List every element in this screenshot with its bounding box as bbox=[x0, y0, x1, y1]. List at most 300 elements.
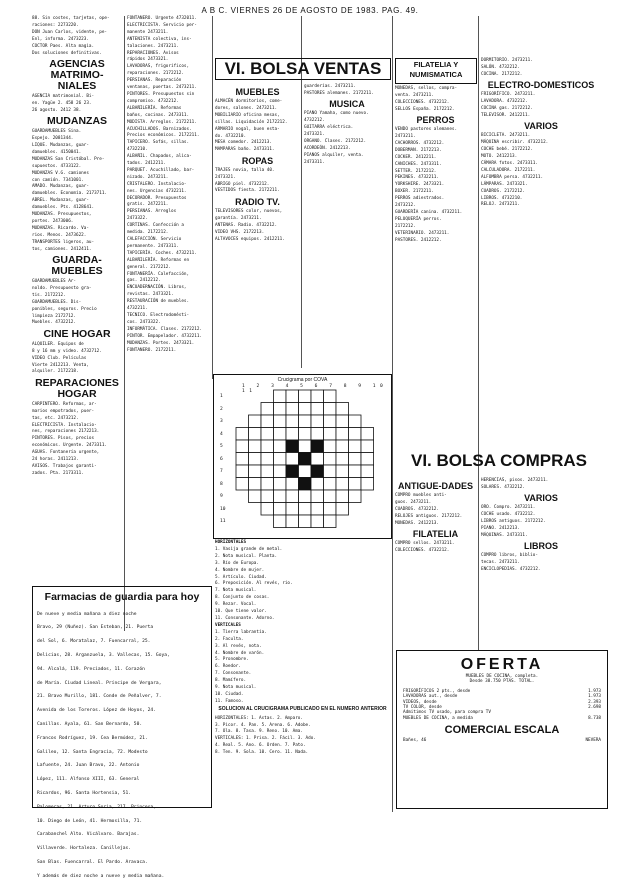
farmacia-line: 10. Diego de León, 41. Hermosilla, 71. bbox=[37, 818, 143, 824]
farmacia-line: San Blas. Fuencarral. El Pardo. Aravaca. bbox=[37, 859, 148, 865]
oferta-subtitle: MUEBLES DE COCINA, completa. bbox=[465, 674, 539, 679]
crossword-cell bbox=[286, 428, 299, 441]
clue-line: 5. Pronombre. bbox=[215, 657, 249, 663]
classified-line: MUDANZAS. Portes. 2473321. bbox=[127, 340, 195, 346]
store-city: NEVERA bbox=[585, 738, 601, 744]
column-rule bbox=[392, 16, 393, 812]
classified-line: gas. 2412212. bbox=[127, 278, 161, 284]
classified-line: sillas. Liquidación 2172212. bbox=[215, 119, 288, 125]
classified-line: 2473321. bbox=[215, 174, 236, 180]
crossword-cell bbox=[311, 403, 324, 416]
crossword-cell bbox=[324, 515, 337, 528]
crossword-cell bbox=[324, 403, 337, 416]
classified-line: PINTORES. Presupuestos sin bbox=[127, 91, 195, 97]
classified-line: Espejo. 2081344. bbox=[32, 136, 74, 142]
crossword-cell bbox=[311, 415, 324, 428]
crossword-cell bbox=[236, 478, 249, 491]
classified-line: tas, etc. 2473212. bbox=[32, 415, 79, 421]
classified-line: CALCULADORA. 2172211. bbox=[481, 167, 536, 173]
oferta-item-price: 2.698 bbox=[588, 705, 601, 711]
clue-line: 6. Roedor. bbox=[215, 664, 241, 670]
classified-line: venta. 2473211. bbox=[395, 92, 434, 98]
classified-line: FONTANERO. Urgente 4732011. bbox=[127, 16, 197, 21]
classified-line: 2473321. bbox=[304, 132, 325, 138]
crossword-cell bbox=[299, 465, 312, 478]
clue-line: 10. Ciudad. bbox=[215, 691, 244, 697]
crossword-cell bbox=[261, 465, 274, 478]
classified-line: TRAJES novia, talla 40. bbox=[215, 167, 275, 173]
crossword-row-number: 11 bbox=[220, 519, 226, 524]
oferta-item-price: 1.973 bbox=[588, 688, 601, 694]
classified-line: 2473211. bbox=[395, 134, 416, 140]
classified-list bbox=[32, 129, 122, 252]
crossword-box bbox=[213, 374, 392, 539]
crossword-cell bbox=[286, 515, 299, 528]
classified-line: alquiler. 2172218. bbox=[32, 369, 79, 375]
crossword-cell bbox=[311, 390, 324, 403]
clue-line: 7. Nota musical. bbox=[215, 588, 257, 594]
clue-line: 9. Nota musical. bbox=[215, 685, 257, 691]
section-title-cine-hogar: CINE HOGAR bbox=[43, 327, 111, 340]
crossword-cell bbox=[236, 428, 249, 441]
classified-line: MESA comedor. 2412213. bbox=[215, 140, 272, 146]
classified-line: PINTOR. Empapelador. 4732211. bbox=[127, 333, 203, 339]
clue-line: 10. Que tiene valor. bbox=[215, 609, 267, 615]
crossword-cell bbox=[311, 453, 324, 466]
classified-line: MUDANZAS. Ricardo. Va- bbox=[32, 225, 89, 231]
classified-line: MÁQUINA escribir. 4732212. bbox=[481, 140, 549, 146]
classified-line: guos. 2473211. bbox=[395, 499, 432, 505]
section-title-libros: LIBROS bbox=[523, 541, 558, 552]
clue-line: 2. Faculta. bbox=[215, 636, 244, 642]
section-title-antiguedades: ANTIGUE-DADES bbox=[397, 481, 473, 491]
classified-line: PIANOS alquiler, venta. bbox=[304, 152, 364, 158]
classified-line: CUADROS. 4732212. bbox=[395, 506, 439, 512]
section-title-varios: VARIOS bbox=[524, 121, 558, 132]
classified-line: 88. Sin costes, tarjetas, ope- bbox=[32, 16, 110, 21]
classified-line: ORGANO. Clases. 2172212. bbox=[304, 138, 367, 144]
classified-list bbox=[215, 99, 300, 153]
crossword-cell bbox=[299, 390, 312, 403]
classified-line: GUARDAMUEBLES Sina. bbox=[32, 129, 82, 135]
classified-line: SETTER. 2172212. bbox=[395, 168, 437, 174]
crossword-cell bbox=[311, 478, 324, 491]
classified-line: ALFOMBRA persa. 4732211. bbox=[481, 174, 544, 180]
crossword-cell bbox=[274, 490, 287, 503]
column-3 bbox=[215, 84, 300, 369]
section-title-ropas: ROPAS bbox=[241, 155, 274, 166]
solution-list bbox=[215, 716, 390, 756]
crossword-cell bbox=[286, 465, 299, 478]
crossword-cell bbox=[324, 453, 337, 466]
classified-line: DORMITORIO. 2473211. bbox=[481, 58, 533, 63]
page-header: A B C. VIERNES 26 DE AGOSTO DE 1983. PAG. 49. bbox=[201, 6, 419, 15]
classified-line: RESTAURACIÓN de muebles. bbox=[127, 299, 190, 305]
crossword-cell bbox=[361, 428, 374, 441]
classified-line: limpieza 2172712. bbox=[32, 313, 76, 319]
farmacia-line: Ricardos, 96. Santa Hortensia, 51. bbox=[37, 790, 132, 796]
classified-line: con camión. 7341001. bbox=[32, 177, 84, 183]
classified-line: marios empotrados, puer- bbox=[32, 408, 95, 414]
crossword-cell bbox=[299, 503, 312, 516]
classified-line: COLECCIONES. 4732212. bbox=[395, 99, 450, 105]
crossword-cell bbox=[274, 428, 287, 441]
classified-list bbox=[127, 16, 211, 353]
farmacia-line: De nueve y media mañana a diez noche bbox=[37, 611, 137, 617]
crossword-cell bbox=[336, 453, 349, 466]
oferta-price-note: Desde 38.750 PTAS. TOTAL. bbox=[469, 679, 535, 685]
classified-list bbox=[395, 127, 476, 243]
crossword-cell bbox=[286, 415, 299, 428]
oferta-item-price: 2.393 bbox=[588, 699, 601, 705]
classified-line: LÁMPARAS. 2473321. bbox=[481, 181, 528, 187]
clue-line: 1. Tierra labrantía. bbox=[215, 629, 267, 635]
clue-line: 4. Nombre de mujer. bbox=[215, 567, 265, 573]
farmacia-line: Francos Rodríguez, 19. Cea Bermúdez, 21. bbox=[37, 735, 148, 741]
classified-line: REPARACIONES. Avisos bbox=[127, 50, 179, 56]
crossword-cell bbox=[361, 465, 374, 478]
farmacia-line: Villaverde. Hortaleza. Canillejas. bbox=[37, 846, 132, 852]
classified-line: CANICHES. 2473311. bbox=[395, 161, 442, 167]
classified-line: compromiso. 4732212. bbox=[127, 98, 179, 104]
crossword-cell bbox=[349, 490, 362, 503]
classified-line: ALBAÑIL. Chapados, alica- bbox=[127, 154, 192, 160]
classified-line: PERSIANAS. Reparación bbox=[127, 78, 182, 84]
classified-line: PASTORES alemanes. 2172211. bbox=[304, 90, 374, 96]
oferta-item-price: 1.973 bbox=[588, 694, 601, 700]
crossword-cell bbox=[311, 490, 324, 503]
oferta-item-name: VIDEOS, desde bbox=[403, 699, 437, 705]
classified-line: ENCUADERNACIÓN. Libros, bbox=[127, 285, 187, 291]
classified-line: tos, camiones. 2412411. bbox=[32, 246, 92, 252]
clue-line: 11. Consonante. Adorno. bbox=[215, 615, 275, 621]
crossword-cell bbox=[274, 478, 287, 491]
classified-line: garantía. 2473211. bbox=[215, 215, 262, 221]
crossword-row-number: 9 bbox=[220, 494, 223, 499]
classified-line: COCHE usado. 4732212. bbox=[481, 512, 536, 518]
crossword-cell bbox=[236, 465, 249, 478]
classified-line: COCINA gas. 2172212. bbox=[481, 106, 533, 112]
column-rule bbox=[478, 16, 479, 650]
column-rule bbox=[124, 16, 125, 631]
crossword-cell bbox=[349, 440, 362, 453]
classified-line: INFORMÁTICA. Clases. 2172212. bbox=[127, 326, 203, 332]
farmacia-line: 94. Alcalá, 119. Preciados, 11. Corazón bbox=[37, 666, 145, 672]
classified-line: 2473212. bbox=[395, 203, 416, 209]
section-title-perros: PERROS bbox=[416, 115, 455, 126]
classified-list bbox=[395, 541, 476, 553]
clue-line: 11. Famoso. bbox=[215, 698, 244, 704]
section-title-musica: MUSICA bbox=[329, 99, 365, 110]
classified-line: RELOJ. 2473211. bbox=[481, 202, 520, 208]
crossword-cell bbox=[274, 415, 287, 428]
classified-line: CARPINTERO. Reformas, ar- bbox=[32, 401, 97, 407]
classified-line: LIQUE. Mudanzas, guar- bbox=[32, 142, 89, 148]
clue-line: 2. Nota musical. Planta. bbox=[215, 553, 278, 559]
crossword-cell bbox=[261, 478, 274, 491]
crossword-cell bbox=[361, 440, 374, 453]
oferta-item-name: MUEBLES DE COCINA, a medida bbox=[403, 715, 473, 721]
crossword-cell bbox=[249, 490, 262, 503]
solution-line: VERTICALES: 1. Prisa. 2. Fácil. 3. Ado. bbox=[215, 736, 316, 742]
crossword-cell bbox=[299, 440, 312, 453]
crossword-cell bbox=[299, 403, 312, 416]
crossword-cell bbox=[311, 440, 324, 453]
classified-line: ACORDEÓN. 2412213. bbox=[304, 145, 351, 151]
oferta-items bbox=[397, 689, 607, 721]
classified-list bbox=[32, 342, 122, 375]
crossword-cell bbox=[324, 465, 337, 478]
crossword-cell bbox=[274, 440, 287, 453]
crossword-cell bbox=[261, 428, 274, 441]
crossword-cell bbox=[299, 428, 312, 441]
clue-line: 1. Vasija grande de metal. bbox=[215, 546, 283, 552]
classified-line: Dos soluciones definitivas. bbox=[32, 50, 102, 56]
classified-line: PERROS adiestrados. bbox=[395, 196, 445, 202]
crossword-cell bbox=[236, 440, 249, 453]
crossword-cell bbox=[261, 415, 274, 428]
crossword-row-number: 6 bbox=[220, 456, 223, 462]
crossword-cell bbox=[336, 503, 349, 516]
crossword-cell bbox=[274, 465, 287, 478]
classified-line: general. 2172212. bbox=[127, 264, 171, 270]
classified-list bbox=[481, 553, 601, 572]
classified-line: DECORADOR. Presupuestos bbox=[127, 195, 187, 201]
crossword-cell bbox=[336, 478, 349, 491]
classified-line: PEKINES. 4732211. bbox=[395, 175, 439, 181]
crossword-row-number: 1 bbox=[220, 394, 223, 399]
column-1 bbox=[32, 16, 122, 628]
farmacia-line: Carabanchel Alto. Vicálvaro. Barajas. bbox=[37, 832, 140, 838]
classified-list bbox=[32, 94, 122, 113]
classified-line: FRIGORÍFICO. 2473211. bbox=[481, 92, 536, 98]
classified-line: permanente. 2473311. bbox=[127, 243, 179, 249]
crossword-cell bbox=[249, 478, 262, 491]
crossword-cell bbox=[286, 478, 299, 491]
crossword-cell bbox=[286, 453, 299, 466]
classified-line: 4732212. bbox=[304, 118, 325, 124]
clue-line: 8. Conjunto de cosas. bbox=[215, 595, 270, 601]
section-title-electrodomesticos: ELECTRO-DOMESTICOS bbox=[487, 80, 595, 91]
classified-line: PIANO. 2412213. bbox=[481, 526, 520, 532]
crossword-cell bbox=[349, 453, 362, 466]
classified-line: MUDANZAS V.G. camiones bbox=[32, 170, 89, 176]
classified-list bbox=[304, 111, 390, 165]
classified-line: VETERINARIO. 2473211. bbox=[395, 230, 450, 236]
classified-line: ANTENISTA colectiva, ins- bbox=[127, 36, 192, 42]
farmacias-title: Farmacias de guardia para hoy bbox=[44, 591, 200, 603]
solution-line: 8. Ten. 9. Sola. 10. Cero. 11. Nada. bbox=[215, 750, 309, 756]
classified-line: ACUCHILLADOS. Barnizados. bbox=[127, 126, 192, 132]
classified-line: Muebles. 4732212. bbox=[32, 320, 76, 326]
crossword-row-number: 7 bbox=[220, 469, 223, 474]
crossword-cell bbox=[349, 465, 362, 478]
classified-line: cos. 2473322. bbox=[127, 319, 161, 325]
classified-line: ORO. Compro. 2473211. bbox=[481, 505, 536, 511]
oferta-item-name: FRIGORÍFICOS 2 pts., desde bbox=[403, 688, 471, 694]
crossword-cell bbox=[286, 390, 299, 403]
classified-line: VIDEO VHS. 2172213. bbox=[215, 229, 265, 235]
section-title-agencias: AGENCIAS MATRIMO-NIALES bbox=[49, 57, 105, 92]
classified-line: CORTINAS. Confección a bbox=[127, 223, 184, 229]
crossword-cell bbox=[336, 428, 349, 441]
classified-line: PIANO Yamaha, como nuevo. bbox=[304, 111, 369, 117]
classified-line: FONTANERO. 2172211. bbox=[127, 347, 177, 353]
bolsa-ventas-banner: VI. BOLSA VENTAS bbox=[215, 58, 391, 80]
section-title-guardamuebles: GUARDA-MUEBLES bbox=[51, 253, 103, 277]
classified-line: COMPRO muebles anti- bbox=[395, 493, 447, 498]
bolsa-compras-banner: VI. BOLSA COMPRAS bbox=[411, 451, 587, 470]
crossword-cell bbox=[324, 428, 337, 441]
classified-line: AGENCIA matrimonial. Bi- bbox=[32, 93, 95, 99]
classified-line: LIBROS antiguos. 2172212. bbox=[481, 519, 546, 525]
farmacia-line: Y además de diez noche a nueve y media mañana. bbox=[37, 873, 165, 879]
classified-line: CÁMARA fotos. 2473311. bbox=[481, 160, 538, 166]
crossword-cell bbox=[286, 440, 299, 453]
crossword-clues bbox=[215, 540, 390, 805]
oferta-item-name: Admitimos TV usado, para compra TV bbox=[403, 710, 491, 716]
classified-line: 2172212. bbox=[395, 223, 416, 229]
classified-line: baños, cocinas. 2473311. bbox=[127, 112, 190, 118]
crossword-column-numbers: 1 2 3 4 5 6 7 8 9 10 11 bbox=[242, 384, 388, 394]
crossword-cell bbox=[274, 453, 287, 466]
classified-line: nizado. 2473211. bbox=[127, 174, 169, 180]
classified-line: nes, reparaciones 2172213. bbox=[32, 429, 100, 435]
classified-line: TELEVISOR. 2412211. bbox=[481, 112, 531, 118]
classified-line: HERENCIAS, pisos. 2473211. bbox=[481, 478, 549, 483]
clue-list bbox=[215, 547, 390, 621]
classified-list bbox=[395, 493, 476, 526]
classified-line: VESTIDOS fiesta. 2172211. bbox=[215, 188, 280, 194]
solucion-title: SOLUCION AL CRUCIGRAMA PUBLICADO EN EL NUMERO ANTERIOR bbox=[218, 706, 387, 713]
classified-line: tecas. 2473211. bbox=[481, 560, 520, 566]
classified-list bbox=[481, 92, 601, 118]
classified-line: TRANSPORTES ligeros, au- bbox=[32, 239, 95, 245]
classified-line: TELEVISORES color, nuevos, bbox=[215, 208, 283, 214]
classified-line: 24 horas. 2411213. bbox=[32, 457, 79, 463]
filatelia-banner: FILATELIA Y NUMISMATICA bbox=[395, 58, 477, 84]
crossword-cell bbox=[299, 490, 312, 503]
farmacia-line: del Sol, 6. Moratalaz, 7. Fuencarral, 25. bbox=[37, 639, 151, 645]
classified-line: LAVADORA. 4732212. bbox=[481, 99, 528, 105]
crossword-row-number: 5 bbox=[220, 444, 223, 449]
classified-line: raciones: 2273220. bbox=[32, 22, 79, 28]
classified-list bbox=[32, 402, 122, 476]
crossword-cell bbox=[274, 403, 287, 416]
classified-line: TECNICO. Electrodomésti- bbox=[127, 312, 190, 318]
farmacia-line: Lafuente, 24. Juan Bravo, 22. Antonio bbox=[37, 763, 140, 769]
classified-line: ventanas, puertas. 2473211. bbox=[127, 85, 197, 91]
crossword-cell bbox=[324, 490, 337, 503]
column-5-lower bbox=[395, 478, 476, 646]
classified-line: tados. 2412211. bbox=[127, 161, 166, 167]
classified-line: CRISTALERO. Instalacio- bbox=[127, 181, 187, 187]
classified-line: CALEFACCIÓN. Servicio bbox=[127, 237, 182, 242]
crossword-cell bbox=[261, 490, 274, 503]
crossword-row-number: 2 bbox=[220, 406, 223, 412]
crossword-cell bbox=[249, 440, 262, 453]
classified-line: 4732211. bbox=[127, 306, 148, 312]
oferta-item-name: TV COLOR, desde bbox=[403, 705, 442, 711]
classified-line: 26 agosto. 2412 38. bbox=[32, 107, 82, 113]
classified-line: manente 2473211. bbox=[127, 29, 169, 35]
classified-line: AMADO. Mudanzas, guar- bbox=[32, 184, 89, 190]
classified-line: zados. Pta. 2173311. bbox=[32, 470, 84, 476]
classified-line: BICICLETA. 2473211. bbox=[481, 133, 531, 139]
crossword-cell bbox=[336, 465, 349, 478]
classified-line: damuebles. Pts. 4128641. bbox=[32, 205, 95, 211]
classified-list bbox=[304, 84, 390, 96]
classified-list bbox=[481, 478, 601, 490]
clue-line: 4. Nombre de varón. bbox=[215, 650, 265, 656]
clue-line: 9. Rezar. Vocal. bbox=[215, 602, 257, 608]
classified-line: COCTOR Paes. Alta magia. bbox=[32, 43, 95, 49]
classified-line: 2473322. bbox=[127, 216, 148, 222]
classified-line: COLECCIONES. 4732212. bbox=[395, 547, 450, 553]
classified-line: dores, salones. 2473211. bbox=[215, 105, 278, 111]
classified-line: RELOJES antiguos. 2172212. bbox=[395, 513, 463, 519]
classified-line: nes. Urgencias 4732211. bbox=[127, 188, 187, 194]
solution-line: 3. Picor. 4. Pan. 5. Arena. 6. Adobe. bbox=[215, 722, 311, 728]
classified-line: económicos. Urgente. 2473311. bbox=[32, 443, 108, 449]
classified-line: guarderías. 2473211. bbox=[304, 84, 356, 89]
crossword-cell bbox=[286, 403, 299, 416]
oferta-item-name: LAVADORAS aut., desde bbox=[403, 694, 458, 700]
crossword-cell bbox=[361, 453, 374, 466]
crossword-row-number: 10 bbox=[220, 506, 226, 512]
crossword-cell bbox=[299, 515, 312, 528]
crossword-cell bbox=[274, 515, 287, 528]
crossword-cell bbox=[324, 415, 337, 428]
crossword-cell bbox=[324, 503, 337, 516]
farmacia-line: Avenida de los Toreros. López de Hoyos, 24. bbox=[37, 708, 156, 714]
horizontales-label: HORIZONTALES bbox=[215, 540, 247, 545]
classified-line: talaciones. 2473211. bbox=[127, 43, 179, 49]
verticales-label: VERTICALES bbox=[215, 622, 241, 628]
crossword-cell bbox=[261, 503, 274, 516]
classified-line: medida. 2172212. bbox=[127, 230, 169, 236]
crossword-cell bbox=[336, 403, 349, 416]
crossword-cell bbox=[311, 503, 324, 516]
section-title-filatelia: FILATELIA bbox=[412, 529, 459, 540]
crossword-cell bbox=[274, 503, 287, 516]
oferta-title: OFERTA bbox=[460, 656, 544, 673]
crossword-row-number: 8 bbox=[220, 481, 223, 487]
classified-line: PASTORES. 2412212. bbox=[395, 237, 442, 243]
classified-line: en. Yagüe 2. 458 26 23. bbox=[32, 100, 92, 106]
classified-line: rápidos 2473321. bbox=[127, 57, 169, 63]
classified-line: ALBAÑILERÍA. Reformas bbox=[127, 105, 182, 111]
classified-line: COMPRO libros, biblio- bbox=[481, 553, 538, 559]
solution-line: 7. Ola. 8. Tasa. 9. Reno. 10. Ama. bbox=[215, 729, 303, 735]
clue-line: 5. Artículo. Ciudad. bbox=[215, 574, 267, 580]
crossword-cell bbox=[324, 478, 337, 491]
crossword-cell bbox=[299, 453, 312, 466]
column-6-lower bbox=[481, 478, 601, 646]
classified-line: FONTANERÍA. Calefacción, bbox=[127, 271, 190, 277]
classified-line: MAMPARAS baño. 2473311. bbox=[215, 147, 275, 153]
column-rule bbox=[212, 16, 213, 379]
crossword-cell bbox=[336, 440, 349, 453]
oferta-item-price: 8.738 bbox=[588, 715, 601, 721]
classified-line: ELECTRICISTA. Instalacio- bbox=[32, 422, 97, 428]
crossword-cell bbox=[361, 478, 374, 491]
classified-line: VIDEO Club. Películas bbox=[32, 355, 87, 361]
crossword-row-number: 4 bbox=[220, 431, 223, 437]
clue-line: 6. Preposición. Al revés, río. bbox=[215, 581, 293, 587]
classified-line: Vierte 2412213. Venta, bbox=[32, 362, 89, 368]
classified-line: ANTENAS. Radio. 4732212. bbox=[215, 222, 278, 228]
